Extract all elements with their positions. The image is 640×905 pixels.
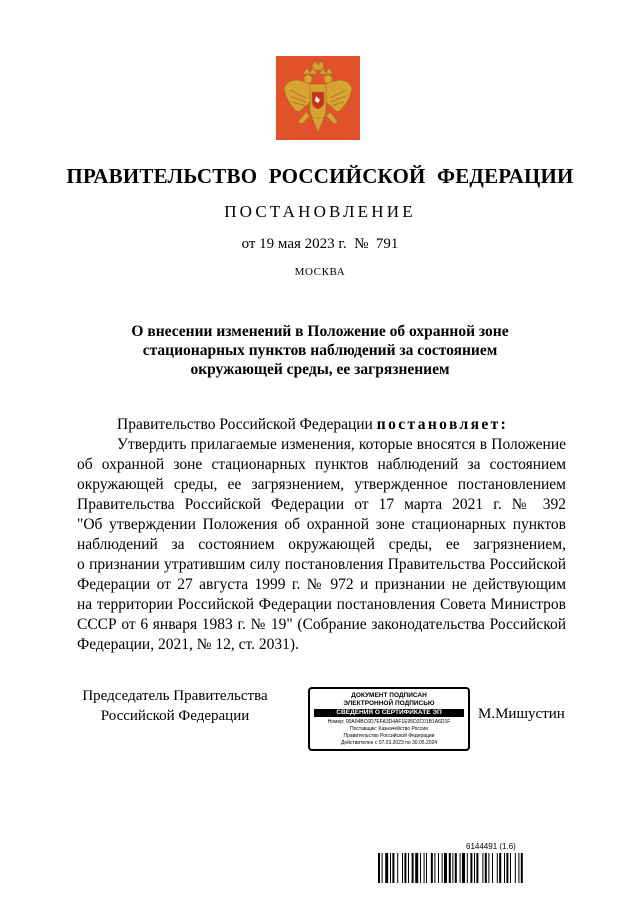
body-intro-line (77, 415, 566, 435)
signatory-name: М.Мишустин (478, 706, 565, 722)
document-date-number: от 19 мая 2023 г. № 791 (241, 236, 399, 252)
body-line: СССР от 6 января 1983 г. № 19" (Собрание законодательства Российской (77, 616, 566, 633)
stamp-owner: Правительство Российской Федерации (343, 733, 435, 739)
electronic-signature-stamp (308, 687, 470, 751)
body-resolves: постановляет: (376, 416, 509, 433)
body-line: окружающей среды, ее загрязнением, утвержденное постановлением (77, 476, 566, 493)
body-line: Правительства Российской Федерации от 17 марта 2021 г. № 392 (77, 496, 566, 513)
position-line: Российской Федерации (100, 708, 250, 724)
body-line: Федерации от 27 августа 1999 г. № 972 и признании не действующим (77, 576, 566, 593)
subject-line: О внесении изменений в Положение об охранной зоне (131, 323, 509, 340)
subject-line: окружающей среды, ее загрязнением (190, 361, 450, 378)
stamp-certificate-bar: СВЕДЕНИЯ О СЕРТИФИКАТЕ ЭП (314, 709, 464, 717)
document-city: МОСКВА (294, 266, 346, 278)
barcode-icon (378, 853, 570, 883)
document-body (77, 415, 566, 655)
stamp-certificate-number: Номер: 00A04BC6D7EFA3D4AF1E95D2C01B1A6D1F (327, 719, 451, 725)
document-subject (100, 322, 540, 379)
russian-coat-of-arms-icon (276, 56, 360, 140)
stamp-validity: Действителен с 07.03.2023 по 30.05.2024 (340, 740, 438, 746)
body-line: на территории Российской Федерации постановления Совета Министров (77, 596, 566, 613)
body-intro: Правительство Российской Федерации (117, 416, 373, 433)
body-line: Утвердить прилагаемые изменения, которые вносятся в Положение (117, 436, 566, 453)
government-title: ПРАВИТЕЛЬСТВО РОССИЙСКОЙ ФЕДЕРАЦИИ (66, 164, 574, 188)
signatory-position (80, 686, 270, 726)
document-type: ПОСТАНОВЛЕНИЕ (224, 202, 416, 221)
body-line: о признании утратившим силу постановления Правительства Российской (77, 556, 566, 573)
document-code: 6144491 (1.6) (466, 842, 516, 851)
body-line: Федерации, 2021, № 12, ст. 2031). (77, 636, 299, 653)
stamp-issuer: Поставщик: Казначейство России (349, 726, 428, 732)
subject-line: стационарных пунктов наблюдений за состоянием (142, 342, 498, 359)
position-line: Председатель Правительства (82, 688, 268, 704)
stamp-title-line: ДОКУМЕНТ ПОДПИСАН (351, 692, 427, 699)
body-line: об охранной зоне стационарных пунктов наблюдений за состоянием (77, 456, 566, 473)
stamp-title-line: ЭЛЕКТРОННОЙ ПОДПИСЬЮ (343, 700, 435, 707)
body-line: наблюдений за состоянием окружающей среды, ее загрязнением, (77, 536, 566, 553)
body-line: "Об утверждении Положения об охранной зоне стационарных пунктов (77, 516, 566, 533)
